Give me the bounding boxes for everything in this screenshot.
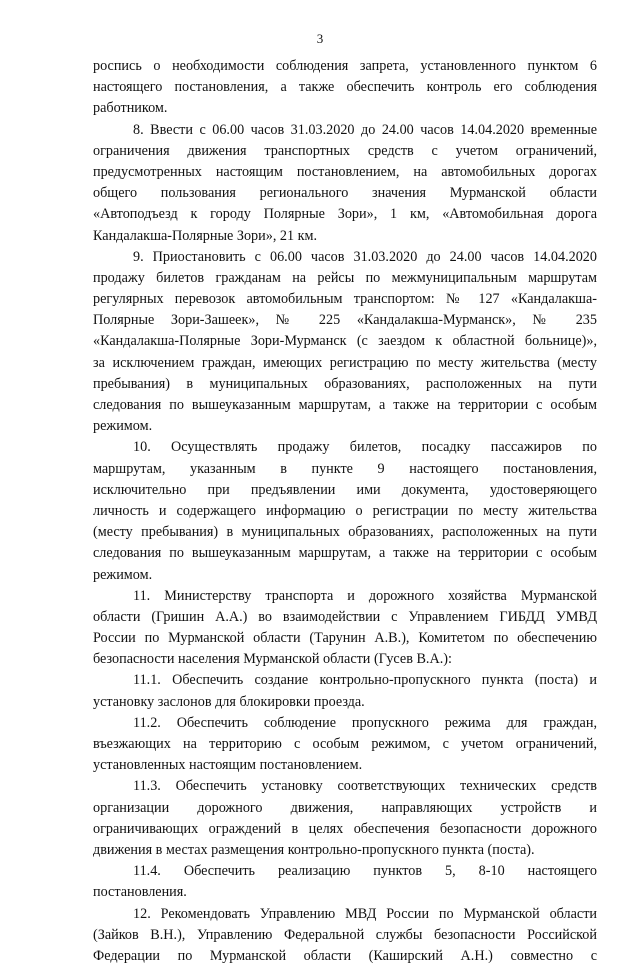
text-line: 11. Министерству транспорта и дорожного хозяйства Мурманской <box>133 587 597 604</box>
text-line: регулярных перевозок автомобильным транспортом: № 127 «Кандалакша- <box>93 291 597 308</box>
text-line: пребывания) в муниципальных образованиях, расположенных на пути <box>93 375 597 392</box>
text-line: организации дорожного движения, направляющих устройств и <box>93 799 597 816</box>
text-line: 9. Приостановить с 06.00 часов 31.03.2020 до 24.00 часов 14.04.2020 <box>133 248 597 265</box>
text-line: ограничения движения транспортных средств с учетом ограничений, <box>93 142 597 159</box>
text-line: России по Мурманской области (Тарунин А.В.), Комитетом по обеспечению <box>93 630 597 647</box>
text-line: 11.4. Обеспечить реализацию пунктов 5, 8-10 настоящего <box>133 863 597 880</box>
text-line: продажу билетов гражданам на рейсы по межмуниципальным маршрутам <box>93 269 597 286</box>
text-line: маршрутам, указанным в пункте 9 настоящего постановления, <box>93 460 597 477</box>
text-line: настоящего постановления, а также обеспечить контроль его соблюдения <box>93 79 597 96</box>
text-line: ограничивающих ограждений в целях обеспечения безопасности дорожного <box>93 820 597 837</box>
text-line: (Зайков В.Н.), Управлению Федеральной службы безопасности Российской <box>93 926 597 943</box>
text-line: предусмотренных настоящим постановлением, на автомобильных дорогах <box>93 163 597 180</box>
text-line: общего пользования регионального значения Мурманской области <box>93 185 597 202</box>
text-line: 11.3. Обеспечить установку соответствующих технических средств <box>133 778 597 795</box>
text-line: области (Гришин А.А.) во взаимодействии с Управлением ГИБДД УМВД <box>93 608 597 625</box>
document-body <box>93 56 597 967</box>
text-line: Кандалакша-Полярные Зори», 21 км. <box>93 227 318 244</box>
text-line: работником. <box>93 100 168 117</box>
text-line: за исключением граждан, имеющих регистрацию по месту жительства (месту <box>93 354 597 371</box>
text-line: въезжающих на территорию с особым режимом, с учетом ограничений, <box>93 736 597 752</box>
text-line: 8. Ввести с 06.00 часов 31.03.2020 до 24.00 часов 14.04.2020 временные <box>133 121 597 138</box>
text-line: «Кандалакша-Полярные Зори-Мурманск (с заездом к областной больнице)», <box>93 333 597 350</box>
text-line: режимом. <box>93 418 153 435</box>
text-line: 11.1. Обеспечить создание контрольно-пропускного пункта (поста) и <box>133 672 597 689</box>
text-line: исключительно при предъявлении ими документа, удостоверяющего <box>93 481 597 498</box>
text-line: «Автоподъезд к городу Полярные Зори», 1 км, «Автомобильная дорога <box>93 206 597 223</box>
text-line: безопасности населения Мурманской области (Гусев В.А.): <box>93 651 452 668</box>
text-line: движения в местах размещения контрольно-пропускного пункта (поста). <box>93 841 535 858</box>
text-line: 11.2. Обеспечить соблюдение пропускного режима для граждан, <box>133 714 597 731</box>
text-line: следования по вышеуказанным маршрутам, а также на территории с особым <box>93 545 597 562</box>
text-line: следования по вышеуказанным маршрутам, а также на территории с особым <box>93 397 597 413</box>
text-line: 10. Осуществлять продажу билетов, посадку пассажиров по <box>133 439 597 456</box>
text-line: Федерации по Мурманской области (Каширский А.Н.) совместно с <box>93 947 597 964</box>
text-line: постановления. <box>93 884 187 901</box>
text-line: режимом. <box>93 566 153 583</box>
text-line: (месту пребывания) в муниципальных образованиях, расположенных на пути <box>93 524 597 541</box>
text-line: личность и содержащего информацию о регистрации по месту жительства <box>93 502 597 519</box>
text-line: роспись о необходимости соблюдения запрета, установленного пунктом 6 <box>93 58 597 74</box>
text-line: 12. Рекомендовать Управлению МВД России по Мурманской области <box>133 905 597 922</box>
text-line: установку заслонов для блокировки проезда. <box>93 693 365 710</box>
page-number: 3 <box>316 31 324 46</box>
text-line: Полярные Зори-Зашеек», № 225 «Кандалакша-Мурманск», № 235 <box>93 312 597 329</box>
text-line: установленных настоящим постановлением. <box>93 757 363 774</box>
